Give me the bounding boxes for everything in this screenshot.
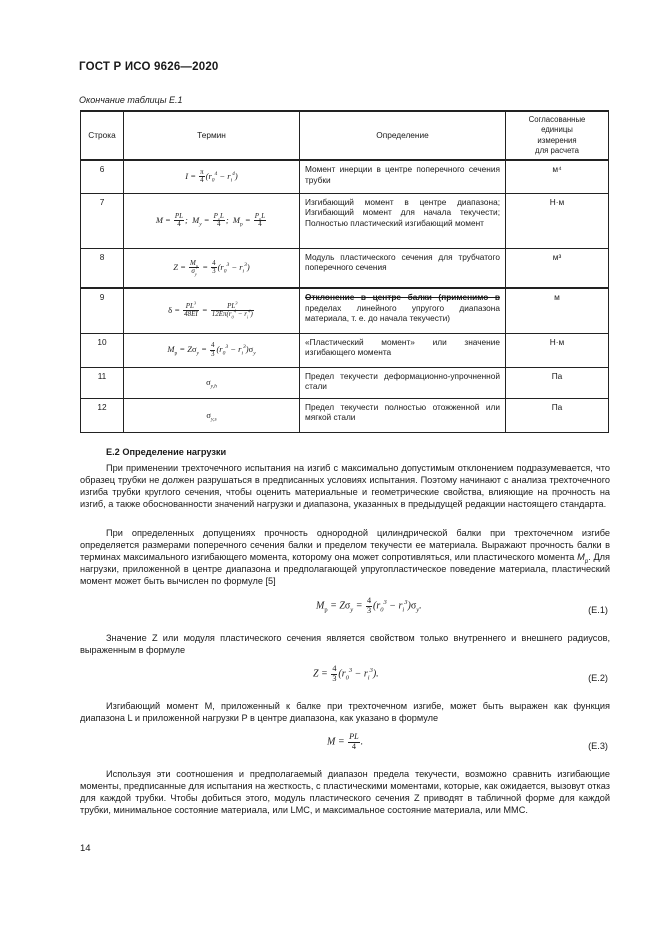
paragraph: Используя эти соотношения и предполагаемый диапазон предела текучести, возможно сравнить изгибающие моменты, предписанные для испытания на жесткость, с пластическими моментами, которые, как ожидается, вызовут отказ для каждой трубки. Чтобы добиться этого, модуль пластического сечения Z приводят в табличной форме для каждой трубки, минимальное состояние материала, или LMC, и максимальное состояние материала, или MMC. [80, 769, 610, 815]
definition-text-rest: пределах линейного упругого диапазона материала, т. е. до начала текучести) [305, 302, 500, 324]
units-header-line: единицы [541, 125, 573, 135]
definition-text [300, 288, 506, 333]
table-row [81, 160, 609, 193]
unit-cell: м³ [506, 248, 609, 288]
formula-number: (Е.1) [588, 605, 608, 615]
paragraph-text: . Для нагрузки, приложенной в центре диапазона и предполагающей упругопластическое поведение материала, пластический момент может быть вычислен по формуле [5] [80, 552, 611, 586]
term-formula: M = $\frac{PL}{4}$ ; $M_y$ = $\frac{P_yL}{4}$ ; $M_p$ = $\frac{P_pL}{4}$ [124, 193, 300, 248]
definition-text: Модуль пластического сечения для трубчатого поперечного сечения [300, 248, 506, 288]
units-header-line: измерения [537, 135, 577, 145]
term-formula: $\sigma_{y,h}$ [124, 367, 300, 398]
paragraph: При применении трехточечного испытания на изгиб с максимально допустимым отклонением подразумевается, что образец трубки не должен разрушаться в предписанных условиях испытания. Поэтому начинают с анализа трехточечного изгиба трубки круглого сечения, чтобы оценить материальные и геометрические свойства, влияющие на прочность на изгиб, а также обоснованности значений нагрузки и диапазона, указанных в предыдущей редакции настоящего стандарта. [80, 463, 610, 509]
formula-expression: $M_p = Z\sigma_y$ = $\frac{4}{3}$ $(r_0^3 - r_i^3)\sigma_y$. [316, 596, 422, 615]
table-header-row [81, 111, 609, 160]
row-number: 8 [81, 248, 124, 288]
definition-text: «Пластический момент» или значение изгибающего момента [300, 333, 506, 367]
unit-cell: Н·м [506, 193, 609, 248]
unit-cell: м⁴ [506, 160, 609, 193]
table-row [81, 398, 609, 432]
page-number: 14 [80, 843, 91, 854]
unit-cell: Па [506, 398, 609, 432]
section-title: Е.2 Определение нагрузки [106, 447, 227, 457]
formula-e1 [80, 597, 608, 623]
inline-symbol: $M_p$ [577, 552, 589, 565]
table-row [81, 288, 609, 333]
row-number: 10 [81, 333, 124, 367]
column-header-units [506, 111, 609, 160]
table-row [81, 367, 609, 398]
term-formula: $M_p = Z\sigma_y$ = $\frac{4}{3}$ $(r_0^3 - r_i^3)\sigma_y$ [124, 333, 300, 367]
formula-number: (Е.3) [588, 741, 608, 751]
column-header-term: Термин [124, 111, 300, 160]
unit-cell: м [506, 288, 609, 333]
column-header-row: Строка [81, 111, 124, 160]
row-number: 9 [81, 288, 124, 333]
table-row [81, 248, 609, 288]
row-number: 6 [81, 160, 124, 193]
standard-header: ГОСТ Р ИСО 9626—2020 [79, 61, 219, 73]
formula-e2 [80, 665, 608, 691]
table-caption: Окончание таблицы Е.1 [79, 95, 183, 105]
unit-cell: Па [506, 367, 609, 398]
term-formula: δ = $\frac{PL^3}{48EI}$ = $\frac{PL^3}{12E\pi(r_0^4 - r_i^4)}$ [124, 288, 300, 333]
term-formula: Z = $\frac{M_p}{\sigma_y}$ = $\frac{4}{3}$ $(r_0^3 - r_i^3)$ [124, 248, 300, 288]
definition-text: Изгибающий момент в центре диапазона; Изгибающий момент для начала текучести; Полностью пластический изгибающий момент [300, 193, 506, 248]
formula-e3 [80, 733, 608, 759]
struck-definition-text: Отклонение в центре балки (применимо в [305, 292, 500, 302]
term-formula: $\sigma_{y,s}$ [124, 398, 300, 432]
formula-expression: M = $\frac{PL}{4}$ . [327, 732, 364, 751]
paragraph [80, 527, 610, 587]
row-number: 12 [81, 398, 124, 432]
term-formula: I = $\frac{\pi}{4}$ $(r_0^4 - r_i^4)$ [124, 160, 300, 193]
definition-text: Момент инерции в центре поперечного сечения трубки [300, 160, 506, 193]
column-header-definition: Определение [300, 111, 506, 160]
units-header-line: Согласованные [528, 114, 586, 124]
row-number: 11 [81, 367, 124, 398]
units-header-line: для расчета [535, 145, 579, 155]
unit-cell: Н·м [506, 333, 609, 367]
table-row [81, 333, 609, 367]
paragraph-text: При определенных допущениях прочность однородной цилиндрической балки при трехточечном изгибе определяется размерами поперечного сечения балки и пределом текучести ее материала. Выражают прочность балки в терминах максимального изгибающего момента, которому она может сопротивляться, или пластического момента [80, 528, 610, 562]
row-number: 7 [81, 193, 124, 248]
definition-text: Предел текучести деформационно-упрочненной стали [300, 367, 506, 398]
definitions-table [80, 110, 609, 433]
paragraph: Значение Z или модуля пластического сечения является свойством только внутреннего и внешнего радиусов, выраженным в формуле [80, 633, 610, 655]
formula-number: (Е.2) [588, 673, 608, 683]
table-row [81, 193, 609, 248]
formula-expression: Z = $\frac{4}{3}$ $(r_0^3 - r_i^3)$. [313, 664, 379, 683]
paragraph: Изгибающий момент M, приложенный к балке при трехточечном изгибе, может быть выражен как функция диапазона L и приложенной нагрузки P в центре диапазона, как указано в формуле [80, 701, 610, 723]
definition-text: Предел текучести полностью отожженной или мягкой стали [300, 398, 506, 432]
